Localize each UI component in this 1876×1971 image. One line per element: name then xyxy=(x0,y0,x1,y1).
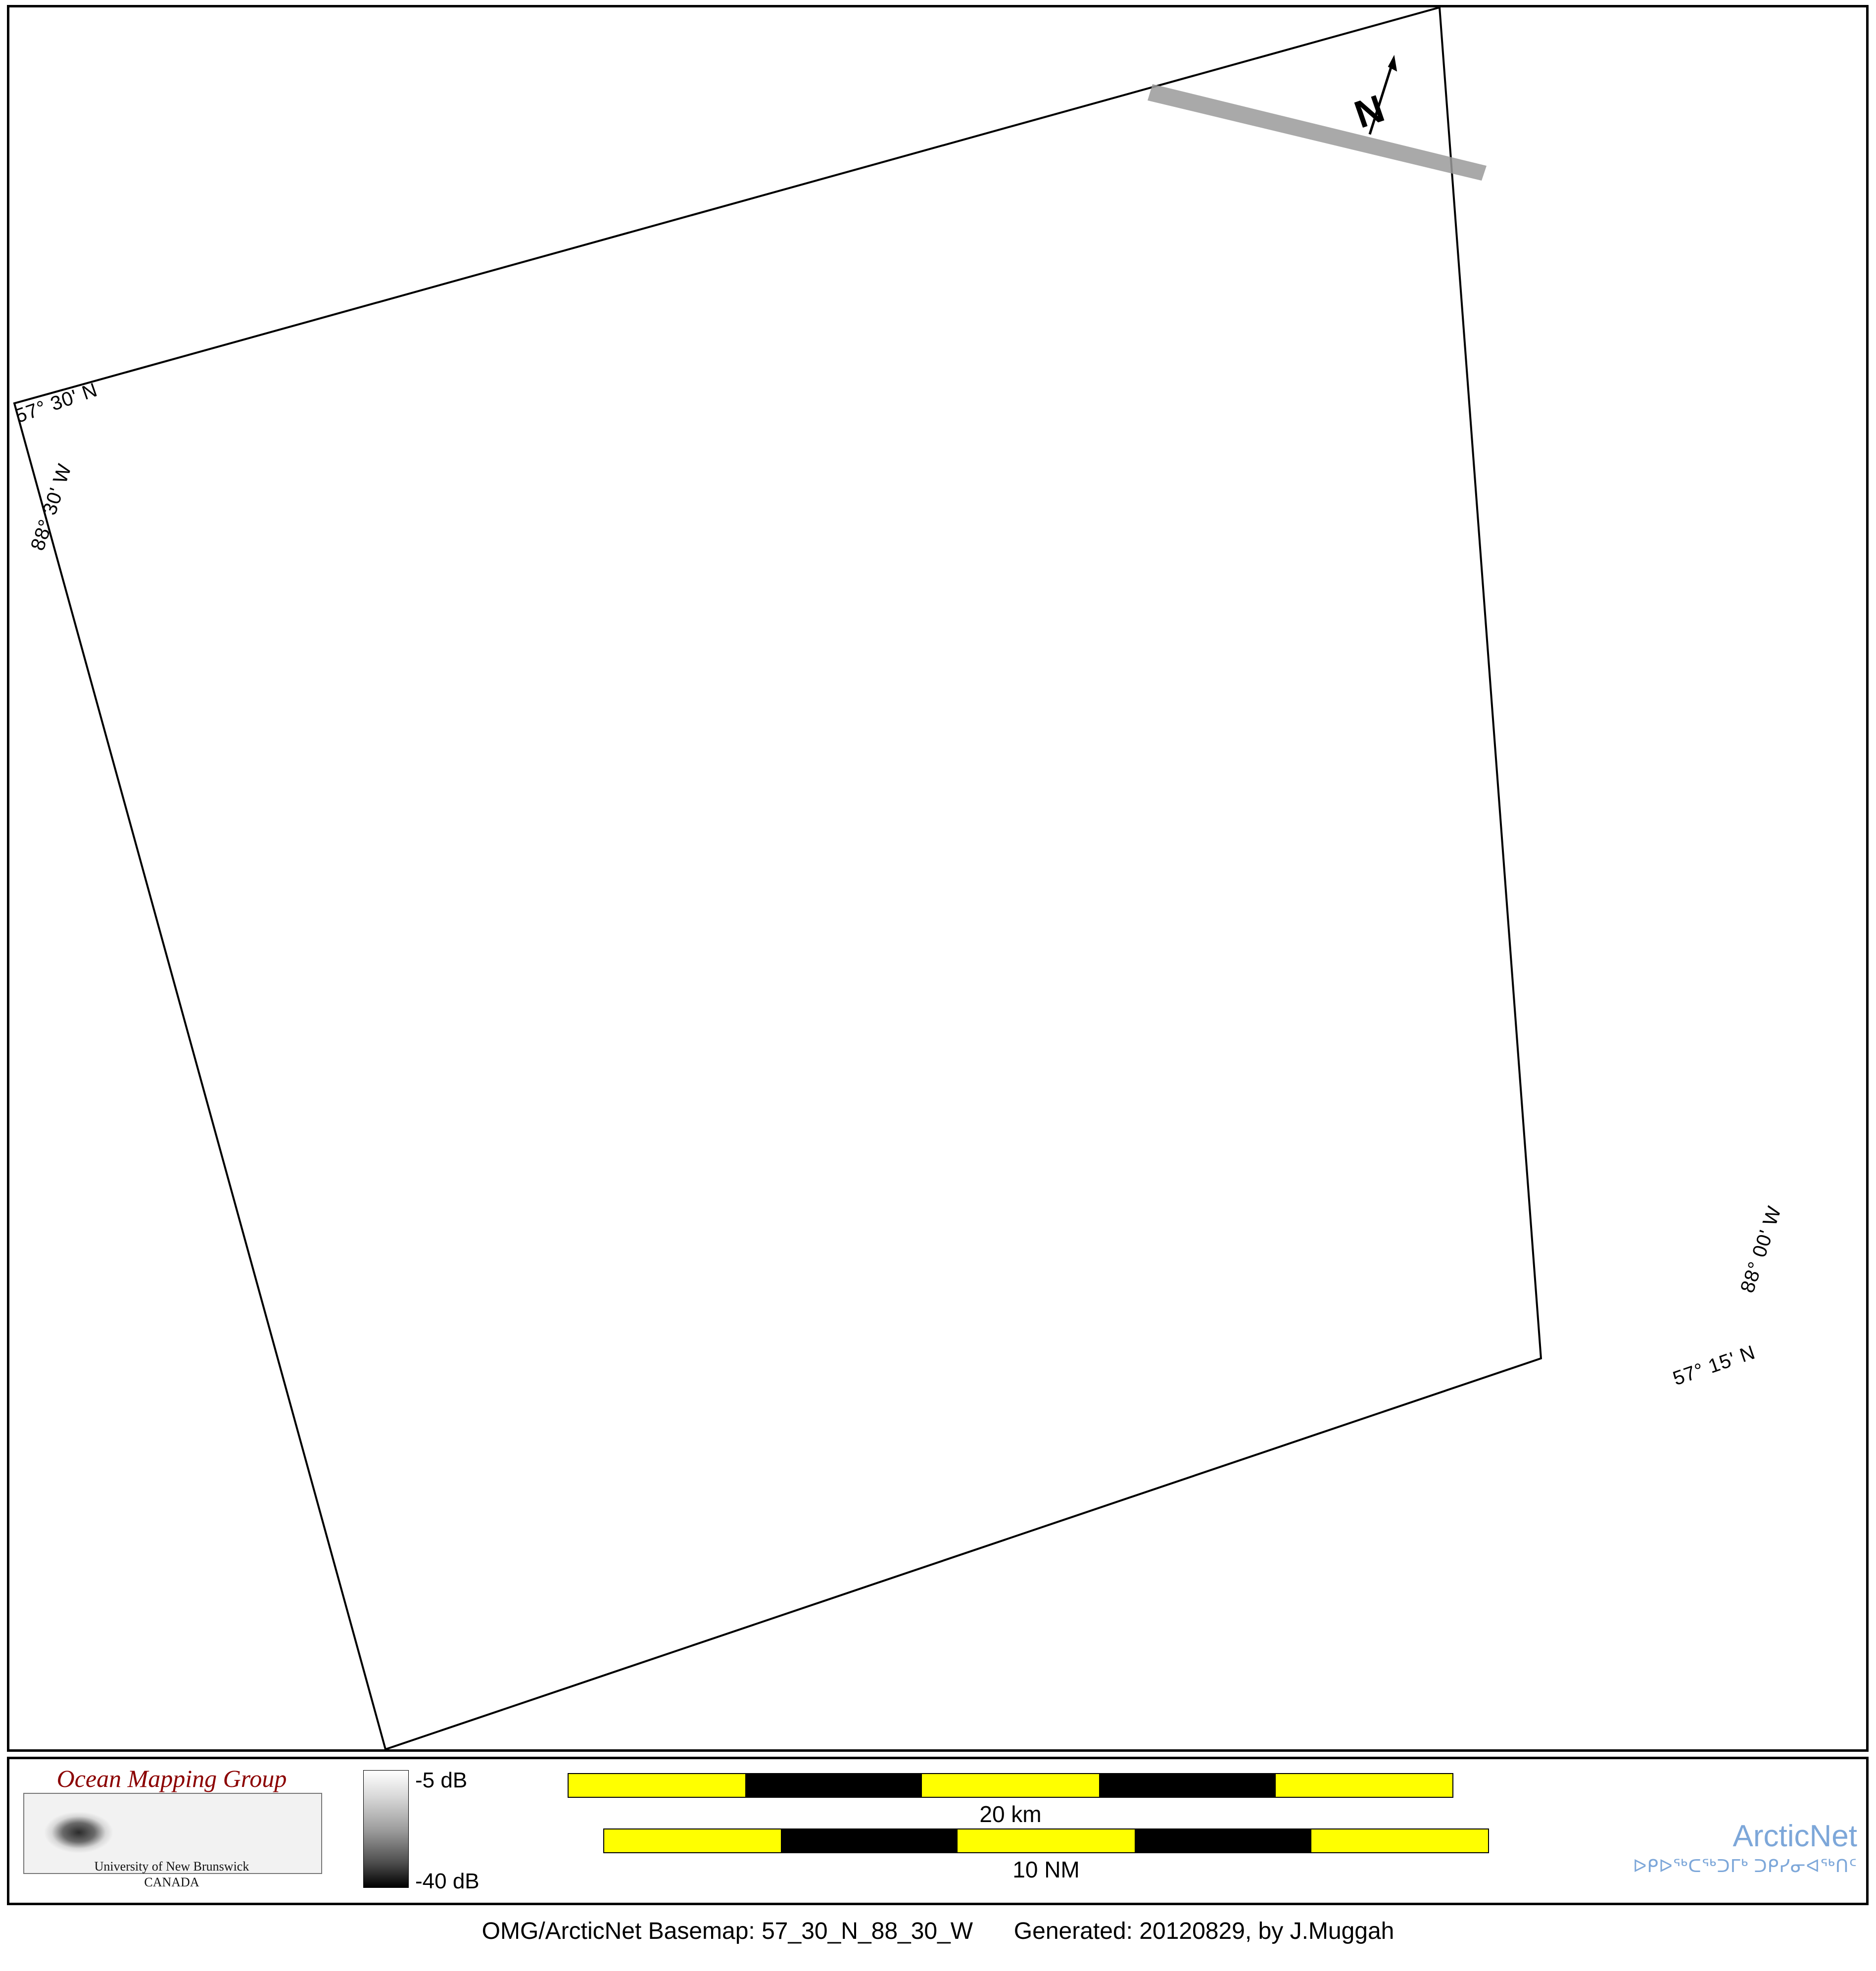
legend-bar xyxy=(7,1757,1869,1905)
scale-km-segment xyxy=(922,1774,1099,1797)
omg-institution: University of New Brunswick xyxy=(94,1859,249,1874)
scale-bar-km-label: 20 km xyxy=(979,1801,1042,1827)
graticule-label-lat-57-30-n: 57° 30' N xyxy=(12,379,100,428)
scale-km-segment xyxy=(745,1774,922,1797)
backscatter-max-label: -5 dB xyxy=(415,1768,468,1792)
scale-km-segment xyxy=(1276,1774,1452,1797)
scale-bar-km xyxy=(568,1773,1453,1798)
omg-title: Ocean Mapping Group xyxy=(56,1765,287,1792)
scale-nm-segment xyxy=(1135,1829,1311,1852)
graticule-label-lat-57-15-n: 57° 15' N xyxy=(1670,1341,1758,1390)
scale-nm-segment xyxy=(781,1829,958,1852)
backscatter-min-label: -40 dB xyxy=(415,1869,480,1893)
north-arrow-label: N xyxy=(1349,86,1390,137)
footer-generated: Generated: 20120829, by J.Muggah xyxy=(1013,1918,1395,1944)
scale-km-segment xyxy=(569,1774,745,1797)
north-arrow-icon xyxy=(1346,49,1420,144)
arcticnet-inuktitut: ᐅᑭᐅᖅᑕᖅᑐᒥᒃ ᑐᑭᓯᓂᐊᖅᑎᑦ xyxy=(1633,1856,1857,1876)
footer-basemap: OMG/ArcticNet Basemap: 57_30_N_88_30_W xyxy=(481,1918,973,1944)
map-canvas[interactable] xyxy=(7,5,1869,1752)
scale-bar-nm-label: 10 NM xyxy=(1012,1857,1080,1882)
scale-km-segment xyxy=(1099,1774,1276,1797)
arcticnet-logo xyxy=(1481,1819,1857,1876)
omg-country: CANADA xyxy=(144,1875,199,1889)
footer-credits xyxy=(0,1918,1876,1945)
scale-bar-nm xyxy=(603,1828,1489,1853)
scale-nm-segment xyxy=(1311,1829,1488,1852)
omg-logo xyxy=(12,1762,329,1898)
backscatter-color-ramp xyxy=(363,1770,409,1888)
graticule-label-lon-88-30-w: 88° 30' W xyxy=(26,461,76,553)
graticule-label-lon-88-00-w: 88° 00' W xyxy=(1736,1203,1786,1296)
scale-nm-segment xyxy=(604,1829,781,1852)
sheet-boundary xyxy=(14,7,1541,1749)
scale-nm-segment xyxy=(958,1829,1134,1852)
survey-sheet-outline xyxy=(9,7,1866,1749)
arcticnet-title: ArcticNet xyxy=(1732,1819,1857,1853)
